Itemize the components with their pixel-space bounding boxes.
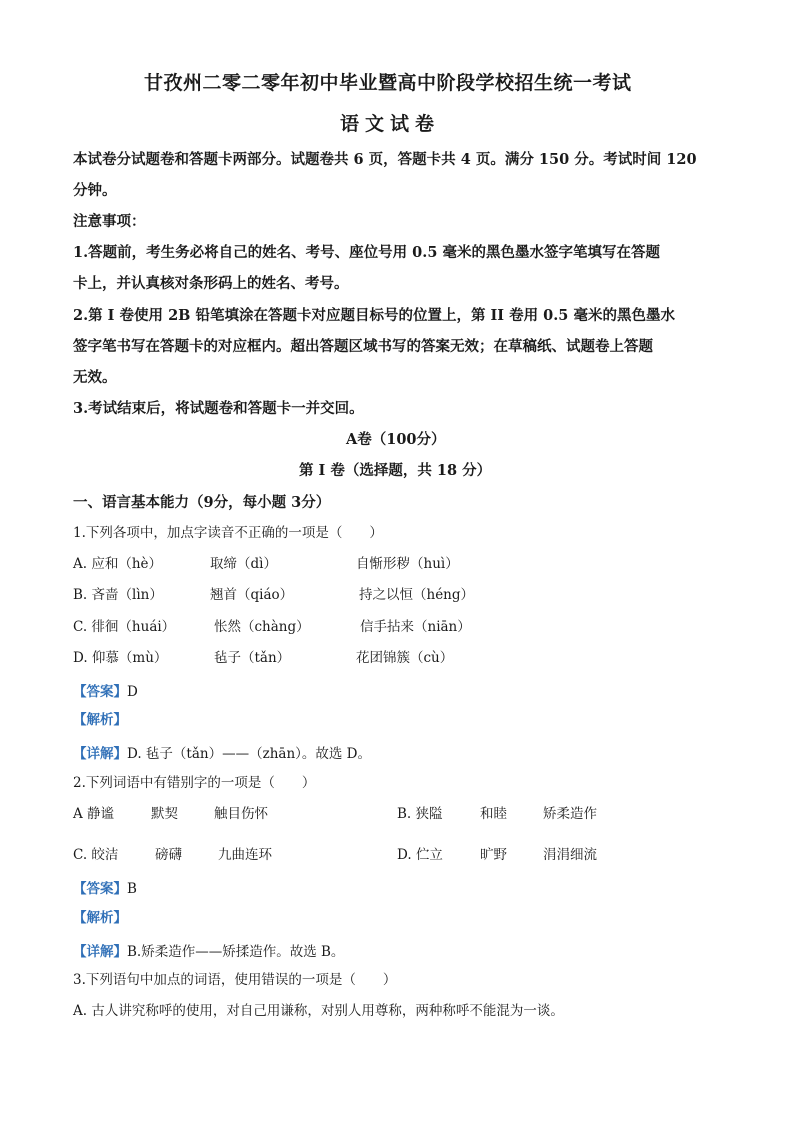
q2-option-c-1: C. 皎洁 [73, 847, 119, 863]
q1-analysis-tag: 【解析】 [73, 712, 127, 728]
q1-answer-line [73, 683, 138, 700]
q2-answer-tag: 【答案】 [73, 881, 127, 897]
intro-line-1: 本试卷分试题卷和答题卡两部分。试题卷共 6 页，答题卡共 4 页。满分 150 分。考试时间 120 [73, 151, 697, 168]
notice-item-2-line-3: 无效。 [73, 369, 117, 386]
q2-option-d-2: 旷野 [480, 847, 507, 863]
volume-1-heading: 第 I 卷（选择题，共 18 分） [299, 462, 492, 479]
q2-option-d-1: D. 伫立 [397, 847, 443, 863]
q2-analysis-tag: 【解析】 [73, 910, 127, 926]
q1-detail-line [73, 745, 371, 762]
part-a-heading: A卷（100分） [346, 431, 446, 448]
q2-option-b-2: 和睦 [480, 806, 507, 822]
q1-option-c-3: 信手拈来（niān） [360, 619, 471, 635]
q1-option-d-2: 毡子（tǎn） [214, 650, 291, 666]
q2-stem: 2.下列词语中有错别字的一项是（ ） [73, 775, 316, 791]
q1-option-a-2: 取缔（dì） [210, 556, 277, 572]
q2-option-b-3: 矫柔造作 [543, 806, 597, 822]
notice-item-1-line-2: 卡上，并认真核对条形码上的姓名、考号。 [73, 275, 349, 292]
q3-option-a: A. 古人讲究称呼的使用，对自己用谦称，对别人用尊称，两种称呼不能混为一谈。 [73, 1003, 564, 1019]
q1-option-d-1: D. 仰慕（mù） [73, 650, 168, 666]
page-title: 甘孜州二零二零年初中毕业暨高中阶段学校招生统一考试 [144, 72, 632, 94]
notice-item-2-line-1: 2.第 I 卷使用 2B 铅笔填涂在答题卡对应题目标号的位置上，第 II 卷用 0.5 毫米的黑色墨水 [73, 307, 675, 324]
q1-option-b-2: 翘首（qiáo） [210, 587, 294, 603]
section-1-heading: 一、语言基本能力（9分，每小题 3分） [73, 494, 331, 511]
q1-option-b-3: 持之以恒（héng） [359, 587, 475, 603]
q1-stem: 1.下列各项中，加点字读音不正确的一项是（ ） [73, 525, 383, 541]
q1-option-a-3: 自惭形秽（huì） [356, 556, 459, 572]
q2-detail-tag: 【详解】 [73, 944, 127, 960]
page-subtitle: 语文试卷 [340, 113, 441, 135]
notice-item-2-line-2: 签字笔书写在答题卡的对应框内。超出答题区域书写的答案无效；在草稿纸、试题卷上答题 [73, 338, 653, 355]
notice-item-3: 3.考试结束后，将试题卷和答题卡一并交回。 [73, 400, 364, 417]
q1-answer-tag: 【答案】 [73, 684, 127, 700]
q1-option-d-3: 花团锦簇（cù） [356, 650, 454, 666]
q1-option-a-1: A. 应和（hè） [73, 556, 163, 572]
q2-answer-line [73, 880, 137, 897]
q2-option-d-3: 涓涓细流 [543, 847, 597, 863]
q2-option-a-2: 默契 [151, 806, 178, 822]
q1-detail-text: D. 毡子（tǎn）——（zhān）。故选 D。 [127, 746, 372, 762]
q2-option-a-3: 触目伤怀 [214, 806, 268, 822]
q1-option-c-1: C. 徘徊（huái） [73, 619, 176, 635]
q2-option-c-2: 磅礴 [155, 847, 182, 863]
q2-option-c-3: 九曲连环 [218, 847, 272, 863]
q2-detail-line [73, 943, 344, 960]
q1-option-b-1: B. 吝啬（lìn） [73, 587, 163, 603]
q2-detail-text: B.矫柔造作——矫揉造作。故选 B。 [127, 944, 345, 960]
q2-answer-value: B [127, 881, 137, 897]
q3-stem: 3.下列语句中加点的词语，使用错误的一项是（ ） [73, 972, 397, 988]
q2-option-b-1: B. 狭隘 [397, 806, 443, 822]
q1-answer-value: D [127, 684, 138, 700]
q1-detail-tag: 【详解】 [73, 746, 127, 762]
notice-item-1-line-1: 1.答题前，考生务必将自己的姓名、考号、座位号用 0.5 毫米的黑色墨水签字笔填写在答题 [73, 244, 660, 261]
q2-option-a-1: A 静谧 [73, 806, 115, 822]
notice-heading: 注意事项： [73, 213, 146, 230]
intro-line-2: 分钟。 [73, 182, 117, 199]
q1-option-c-2: 怅然（chàng） [214, 619, 310, 635]
